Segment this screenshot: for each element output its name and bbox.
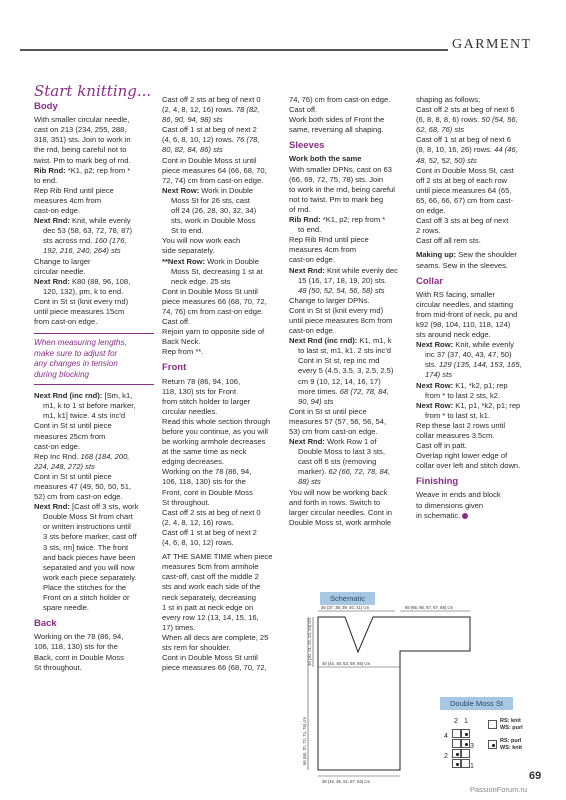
sleeves-heading: Sleeves (289, 140, 325, 152)
collar-heading: Collar (416, 275, 443, 287)
sleeve-width-label: 65 (66, 66, 67, 67, 68) cm (405, 605, 453, 610)
page-number: 69 (529, 770, 542, 782)
schematic-label: Schematic (320, 592, 375, 605)
rib-rnd: Rib Rnd: *K1, p2; rep from * (34, 165, 131, 175)
front-heading: Front (162, 362, 187, 374)
hem-width-label: 38 (42, 46, 51, 57, 63) cm (322, 779, 370, 784)
body-width-label: 40 (44, 48, 53, 59, 65) cm (322, 661, 370, 666)
finishing-heading: Finishing (416, 476, 459, 488)
total-length-label: 66 (68, 70, 72, 74, 76) cm (302, 717, 307, 765)
start-heading: Start knitting... (34, 82, 152, 100)
back-heading: Back (34, 618, 57, 630)
double-moss-label: Double Moss St (440, 697, 513, 710)
armhole-depth-label: 19 (20, 21, 22, 23, 24) cm (307, 618, 312, 666)
body-cast-on: With smaller circular needle, cast on 213 (234, 255, 288, 318, 351) sts. Join to work in the rnd, being careful not to twist. Pm to mark beg of rnd. (34, 115, 131, 165)
body-heading: Body (34, 101, 58, 113)
section-title: GARMENT (452, 37, 532, 52)
double-moss-chart: 2 1 4 3 2 1 RS: knit WS: purl RS: purl WS: knit (444, 718, 523, 770)
next-rnd: Next Rnd: Knit, while evenly (34, 216, 131, 226)
column-3: 74, 76) cm from cast-on edge. Cast off. Work both sides of Front the same, reversing all shaping. Sleeves Work both the same With smaller DPNs, cast on 63 (66, 69, 72, 75, 78) sts. Join to work in the rnd, being careful not to twist. Pm to mark beg of rnd. Rib Rnd: *K1, p2; rep from * to end. Rep Rib Rnd until piece measures 4cm from cast-on edge. Next Rnd: Knit while evenly dec 15 (16, 17, 18, 19, 20) sts. 48 (50, 52, 54, 56, 58) sts Change to larger DPNs. Cont in St st (knit every rnd) until piece measures 8cm from cast-on edge. Next Rnd (inc rnd): K1, m1, k to last st, m1, k1. 2 sts inc'd Cont in St st, rep inc rnd every 5 (4.5, 3.5, 3, 2.5, 2.5) cm 9 (10, 12, 14, 16, 17) more times. 68 (72, 78, 84, 90, 94) sts Cont in St st until piece measures 57 (57, 56, 56, 54, 53) cm from cast-on edge. Next Rnd: Work Row 1 of Double Moss to last 3 sts, cast off 6 sts (removing marker). 62 (66, 72, 78, 84, 88) sts You will now be working back and forth in rows. Switch to larger circular needles. Cont in Double Moss st, work armhole (289, 95, 417, 528)
measuring-note: When measuring lengths, make sure to adjust for any changes in tension during blocking (34, 333, 154, 385)
column-1: Start knitting... Body With smaller circular needle, cast on 213 (234, 255, 288, 318, 351) sts. Join to work in the rnd, being careful not to twist. Pm to mark beg of rnd. Rib Rnd: *K1, p2; rep from * to end. Rep Rib Rnd until piece measures 4cm from cast-on edge. Next Rnd: Knit, while evenly dec 53 (58, 63, 72, 78, 87) sts across rnd. 160 (176, 192, 216, 240, 264) sts Change to larger circular needle. Next Rnd: K80 (88, 96, 108, 120, 132), pm, k to end. Cont in St st (knit every rnd) until piece measures 15cm from cast-on edge. When measuring lengths, make sure to adjust for any changes in tension during blocking Next Rnd (inc rnd): [Sm, k1, m1, k to 1 st before marker, m1, k1] twice. 4 sts inc'd Cont in St st until piece measures 25cm from cast-on edge. Rep Inc Rnd. 168 (184, 200, 224, 248, 272) sts Cont in St st until piece measures 47 (49, 50, 50, 51, 52) cm from cast-on edge. Next Rnd: [Cast off 3 sts, work Double Moss St from chart or written instructions until 3 sts before marker, cast off 3 sts, rm] twice. The front and back pieces have been separated and you will now work each piece separately. Place the stitches for the Front on a stitch holder or spare needle. Back Working on the 78 (86, 94, 106, 118, 130) sts for the Back, cont in Double Moss St throughout. (34, 86, 154, 673)
column-2: Cast off 2 sts at beg of next 0 (2, 4, 8, 12, 16) rows. 78 (82, 86, 90, 94, 98) sts Cast off 1 st at beg of next 2 (4, 6, 8, 10, 12) rows. 76 (78, 80, 82, 84, 86) sts Cont in Double Moss st until piece measures 64 (66, 68, 70, 72, 74) cm from cast-on edge. Next Row: Work in Double Moss St for 26 sts, cast off 24 (26, 28, 30, 32, 34) sts, work in Double Moss St to end. You will now work each side separately. **Next Row: Work in Double Moss St, decreasing 1 st at neck edge. 25 sts Cont in Double Moss St until piece measures 66 (68, 70, 72, 74, 76) cm from cast-on edge. Cast off. Rejoin yarn to opposite side of Back Neck. Rep from **. Front Return 78 (86, 94, 106, 118, 130) sts for Front from stitch holder to larger circular needles. Read this whole section through before you continue, as you will be working armhole decreases at the same time as neck edging decreases. Working on the 78 (86, 94, 106, 118, 130) sts for the Front, cont in Double Moss St throughout. Cast off 2 sts at beg of next 0 (2, 4, 8, 12, 16) rows. Cast off 1 st at beg of next 2 (4, 6, 8, 10, 12) rows. AT THE SAME TIME when piece measures 5cm from armhole cast-off, cast off the middle 2 sts and work each side of the neck separately, decreasing 1 st in patt at neck edge on every row 12 (13, 14, 15, 16, 17) times. When all decs are complete, 25 sts rem for shoulder. Cont in Double Moss St until piece measures 66 (68, 70, 72, (162, 95, 286, 673)
column-4: shaping as follows; Cast off 2 sts at beg of next 6 (6, 8, 8, 8, 6) rows. 50 (54, 56, 62, 68, 76) sts Cast off 1 st at beg of next 6 (8, 8, 10, 16, 26) rows. 44 (46, 48, 52, 52, 50) sts Cont in Double Moss St, cast off 2 sts at beg of each row until piece measures 64 (65, 65, 66, 66, 67) cm from cast- on edge. Cast off 3 sts at beg of next 2 rows. Cast off all rem sts. Making up: Sew the shoulder seams. Sew in the sleeves. Collar With RS facing, smaller circular needles, and starting from mid-front of neck, pu and k92 (98, 104, 110, 118, 124) sts around neck edge. Next Row: Knit, while evenly inc 37 (37, 40, 43, 47, 50) sts. 129 (135, 144, 153, 165, 174) sts Next Row: K1, *k2, p1; rep from * to last 2 sts, k2. Next Row: K1, p1, *k2, p1; rep from * to last st, k1. Rep these last 2 rows until collar measures 3.5cm. Cast off in patt. Overlap right lower edge of collar over left and stitch down. Finishing Weave in ends and block to dimensions given in schematic. (416, 95, 546, 521)
watermark: PassionForum.ru (470, 785, 528, 794)
top-width-label: 36 (37, 38, 39, 40, 41) cm (321, 605, 369, 610)
